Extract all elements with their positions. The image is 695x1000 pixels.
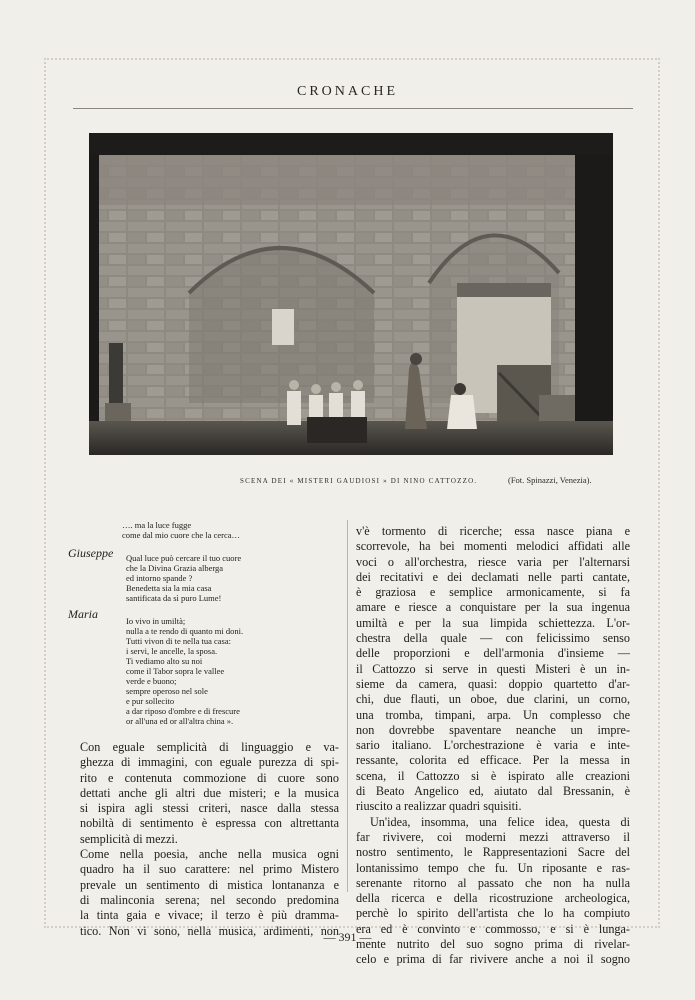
text-line: ressante, colorita ed efficace. Per la messa in — [356, 753, 630, 768]
stage-scene-illustration — [89, 133, 613, 455]
figure-caption: SCENA DEI « MISTERI GAUDIOSI » DI NINO CATTOZZO. — [240, 477, 478, 485]
text-line: quadro ha il suo carattere: nel primo Mistero — [80, 862, 339, 877]
text-line: dettati anche gli altri due misteri; e la musica — [80, 785, 339, 800]
poem-stanza — [126, 553, 339, 603]
text-line: celo e prima di far rivivere anche a noi il sogno — [356, 952, 630, 967]
paragraph — [356, 524, 630, 815]
text-line: scena, il Cattozzo si è ispirato alle creazioni — [356, 768, 630, 783]
photo-credit: (Fot. Spinazzi, Venezia). — [508, 475, 592, 485]
text-line: far rivivere, coi moderni mezzi attraverso il — [356, 829, 630, 844]
text-line: di malinconia serena; nel secondo predomina — [80, 892, 339, 907]
text-line: scorrevole, ha bei momenti melodici affidati alle — [356, 539, 630, 554]
text-line: voci o all'orchestra, riesce varia per l'alternarsi — [356, 554, 630, 569]
text-line: rito e contenuta commozione di cuore sono — [80, 770, 339, 785]
text-line: Con eguale semplicità di linguaggio e va- — [80, 740, 339, 754]
left-column — [66, 520, 339, 939]
text-line: serenante ritorno al passato che non ha nulla — [356, 875, 630, 890]
text-line: ghezza di immagini, con eguale purezza di spi- — [80, 755, 339, 770]
poem-line: come dal mio cuore che la cerca… — [122, 530, 240, 540]
text-line: lontanissimo tempo che fu. Un riposante e ras- — [356, 860, 630, 875]
text-line: tico. Non vi sono, nella musica, ardimenti, non — [80, 923, 339, 938]
poem-line: sempre operoso nel sole — [126, 686, 208, 696]
text-line: nobiltà di sentimento è espressa con altrettanta — [80, 816, 339, 831]
page-number: — 391 — — [323, 930, 372, 944]
poem-line: santificata da sì puro Lume! — [126, 593, 222, 603]
text-line: una tromba, timpani, arpa. Un complesso che — [356, 707, 630, 722]
text-line: sario italiano. L'orchestrazione è varia e inte- — [356, 738, 630, 753]
text-line: perchè lo spirito dell'artista che lo ha compiuto — [356, 906, 630, 921]
text-line: amare e riesce a conquistare per la sua ingenua — [356, 600, 630, 615]
text-line: non dovrebbe spaventare neanche un impre- — [356, 722, 630, 737]
text-line: delle proporzioni e dell'armonia d'insieme — — [356, 646, 630, 661]
poem-line: or all'una ed or all'altra china ». — [126, 716, 234, 726]
poem-line: che la Divina Grazia alberga — [126, 563, 224, 573]
text-line: dei recitativi e dei declamati nelle parti cantate, — [356, 569, 630, 584]
text-line: si ispira agli stessi criteri, nasce dalla stessa — [80, 801, 339, 816]
text-line: chestra della quale — con felicissimo senso — [356, 631, 630, 646]
header-rule — [73, 108, 633, 109]
text-line: mente nutrito del suo sogno prima di rivelar- — [356, 937, 630, 952]
poem-line: verde e buono; — [126, 676, 177, 686]
text-line: la tinta gaia e vivace; il terzo è più dramma- — [80, 908, 339, 923]
text-line: chi, due flauti, un oboe, due clarini, un corno, — [356, 692, 630, 707]
poem-intro — [122, 520, 339, 540]
text-line: il Cattozzo si serve in questi Misteri è un in- — [356, 661, 630, 676]
text-line: di Beato Angelico ed, aiutato dal Bressanin, è — [356, 784, 630, 799]
text-line: riuscito a realizzar quadri squisiti. — [356, 799, 522, 814]
text-line: nostro sentimento, le Rappresentazioni Sacre del — [356, 845, 630, 860]
paragraph — [66, 847, 339, 939]
poem-line: come il Tabor sopra le vallee — [126, 666, 225, 676]
poem-line: Tutti vivon di te nella tua casa: — [126, 636, 231, 646]
text-line: Come nella poesia, anche nella musica ogni — [80, 847, 339, 862]
text-line: è graziosa e semplice armonicamente, si fa — [356, 585, 630, 600]
speaker-name: Giuseppe — [68, 546, 114, 560]
poem-line: ed intorno spande ? — [126, 573, 193, 583]
speaker-name: Maria — [68, 607, 98, 621]
running-header: CRONACHE — [296, 84, 398, 99]
poem-line: Io vivo in umiltà; — [126, 616, 186, 626]
text-line: della ricerca e della ricostruzione archeologica, — [356, 891, 630, 906]
poem-line: a dar riposo d'ombre e di frescure — [126, 706, 240, 716]
poem-stanza — [126, 616, 339, 726]
text-line: Un'idea, insomma, una felice idea, questa di — [370, 814, 630, 829]
paragraph — [66, 740, 339, 847]
poem-line: …. ma la luce fugge — [122, 520, 192, 530]
poem-line: Ti vediamo alto su noi — [126, 656, 203, 666]
text-line: semplicità di mezzi. — [80, 831, 178, 846]
right-column — [356, 524, 630, 968]
text-line: era ed è convinto e commosso, e si è lunga- — [356, 921, 630, 936]
poem-line: i servi, le ancelle, la sposa. — [126, 646, 218, 656]
text-line: v'è tormento di ricerche; essa nasce piana e — [356, 524, 630, 538]
poem-line: e pur sollecito — [126, 696, 175, 706]
column-divider — [347, 520, 348, 892]
text-line: sieme da camera, quasi: doppio quartetto d'ar- — [356, 676, 630, 691]
stage-photograph — [89, 133, 613, 455]
text-line: umiltà e per la sua limpida schiettezza. L'or- — [356, 615, 630, 630]
body-text — [66, 740, 339, 939]
poem-line: Benedetta sia la mia casa — [126, 583, 212, 593]
poem-line: Qual luce può cercare il tuo cuore — [126, 553, 242, 563]
text-line: prevale un sentimento di mistica lontananza e — [80, 877, 339, 892]
poem-line: nulla a te rendo di quanto mi doni. — [126, 626, 244, 636]
